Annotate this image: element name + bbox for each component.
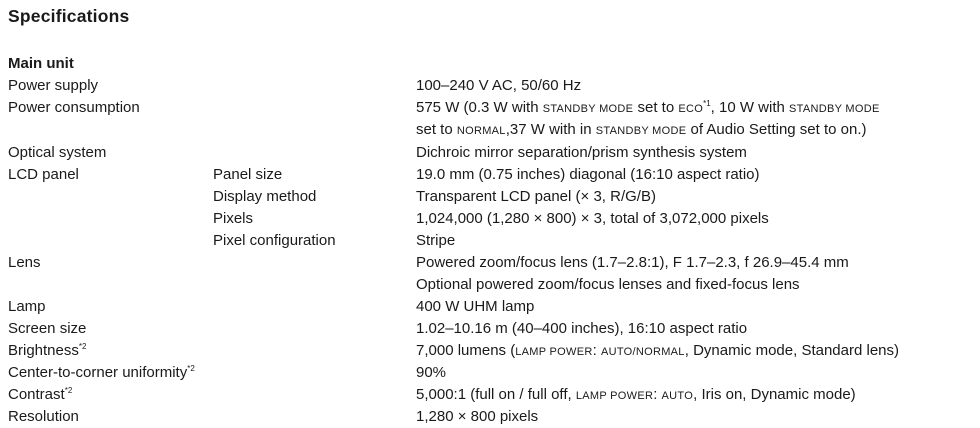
menu-term: STANDBY MODE: [789, 103, 880, 115]
menu-term: STANDBY MODE: [595, 125, 687, 137]
spec-label-lamp: Lamp: [8, 298, 46, 315]
spec-label-contrast: Contrast$^{*2}$: [8, 386, 73, 403]
spec-value-pixel-configuration: Stripe: [416, 232, 456, 249]
spec-sublabel-pixels: Pixels: [213, 210, 254, 227]
spec-value-power-consumption: 575 W (0.3 W with STANDBY MODE set to ECO$^{*1}$, 10 W with STANDBY MODE: [416, 99, 880, 116]
spec-label-lens: Lens: [8, 254, 41, 271]
spec-value-pixels: 1,024,000 (1,280 × 800) × 3, total of 3,072,000 pixels: [416, 210, 769, 227]
menu-term: LAMP POWER: [575, 390, 654, 402]
spec-label-uniformity: Center-to-corner uniformity$^{*2}$: [8, 364, 195, 381]
spec-value-brightness: 7,000 lumens (LAMP POWER: AUTO/NORMAL, Dynamic mode, Standard lens): [416, 342, 899, 359]
menu-term: LAMP POWER: [515, 346, 593, 358]
footnote-ref: *1: [703, 99, 711, 108]
spec-value-lens-optional: Optional powered zoom/focus lenses and fixed-focus lens: [416, 276, 800, 293]
spec-value-panel-size: 19.0 mm (0.75 inches) diagonal (16:10 aspect ratio): [416, 166, 760, 183]
page-title: Specifications: [8, 6, 130, 26]
spec-value-uniformity: 90%: [416, 364, 447, 381]
menu-term: NORMAL: [456, 125, 506, 137]
footnote-ref: *2: [64, 386, 73, 395]
spec-value-power-consumption-cont: set to NORMAL,37 W with in STANDBY MODE of Audio Setting set to on.): [416, 121, 867, 138]
spec-sublabel-panel-size: Panel size: [213, 166, 283, 183]
menu-term: AUTO: [661, 390, 694, 402]
spec-sublabel-display-method: Display method: [213, 188, 317, 205]
spec-value-power-supply: 100–240 V AC, 50/60 Hz: [416, 77, 582, 94]
spec-value-display-method: Transparent LCD panel (× 3, R/G/B): [416, 188, 656, 205]
spec-label-resolution: Resolution: [8, 408, 79, 425]
section-heading: Main unit: [8, 55, 74, 72]
spec-value-resolution: 1,280 × 800 pixels: [416, 408, 539, 425]
spec-label-optical-system: Optical system: [8, 144, 107, 161]
menu-term: AUTO/NORMAL: [600, 346, 685, 358]
menu-term: ECO: [678, 103, 704, 115]
spec-value-lens: Powered zoom/focus lens (1.7–2.8:1), F 1.7–2.3, f 26.9–45.4 mm: [416, 254, 849, 271]
spec-label-power-supply: Power supply: [8, 77, 99, 94]
spec-label-screen-size: Screen size: [8, 320, 87, 337]
footnote-ref: *2: [78, 342, 87, 351]
spec-label-lcd-panel: LCD panel: [8, 166, 79, 183]
spec-value-contrast: 5,000:1 (full on / full off, LAMP POWER: AUTO, Iris on, Dynamic mode): [416, 386, 856, 403]
spec-value-screen-size: 1.02–10.16 m (40–400 inches), 16:10 aspect ratio: [416, 320, 748, 337]
spec-value-lamp: 400 W UHM lamp: [416, 298, 535, 315]
footnote-ref: *2: [187, 364, 195, 373]
spec-value-optical-system: Dichroic mirror separation/prism synthesis system: [416, 144, 747, 161]
spec-sublabel-pixel-configuration: Pixel configuration: [213, 232, 336, 249]
menu-term: STANDBY MODE: [542, 103, 634, 115]
spec-label-brightness: Brightness$^{*2}$: [8, 342, 87, 359]
spec-label-power-consumption: Power consumption: [8, 99, 140, 116]
